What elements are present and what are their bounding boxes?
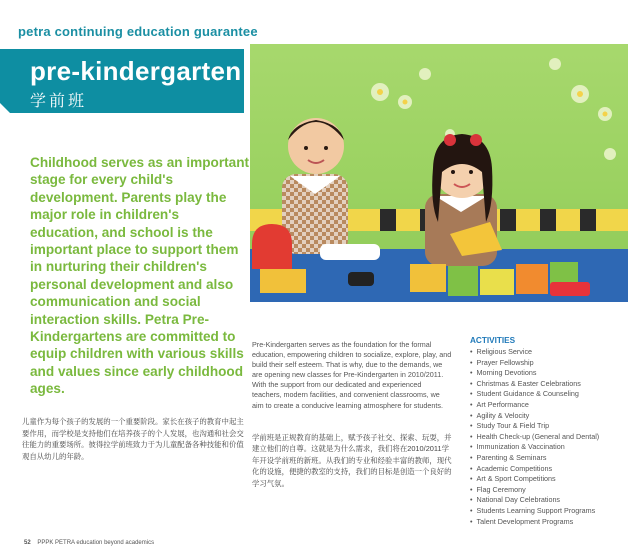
wall-flowers xyxy=(371,58,616,160)
classroom-photo-illustration xyxy=(250,44,628,302)
activity-item: • Students Learning Support Programs xyxy=(470,506,638,517)
page-title: pre-kindergarten xyxy=(30,56,242,86)
activity-item: • Parenting & Seminars xyxy=(470,453,638,464)
intro-quote-chinese: 儿童作为每个孩子的发展的一个重要阶段。家长在孩子的教育中起主要作用，而学校是支持他们在培养孩子的个人发展，也沟通和社会交往能力的重要场所。彼得拉学前班致力于为儿童配备各种技能和价值观自从幼儿的年龄。 xyxy=(22,417,244,461)
body-text-chinese: 学前班是正规教育的基础上，赋予孩子社交、探索、玩耍，并建立他们的自尊。这就是为什么需求，我们将在2010/2011学年开设学前班的新班。从我们的专业和经验丰富的教师，现代化的设施，便捷的教室的支持，我们的目标是创造一个良好的学习气氛。 xyxy=(252,433,452,488)
page-number: 52 xyxy=(24,540,31,546)
activities-section xyxy=(470,336,638,527)
activity-item: • Health Check-up (General and Dental) xyxy=(470,432,638,443)
activity-item: • Art & Sport Competitions xyxy=(470,474,638,485)
activity-item: • Religious Service xyxy=(470,347,638,358)
activity-item: • Morning Devotions xyxy=(470,368,638,379)
activity-item: • Christmas & Easter Celebrations xyxy=(470,379,638,390)
activity-item: • Student Guidance & Counseling xyxy=(470,389,638,400)
activity-item: • Prayer Fellowship xyxy=(470,358,638,369)
activity-item: • Agility & Velocity xyxy=(470,411,638,422)
activity-item: • Art Performance xyxy=(470,400,638,411)
page-footer xyxy=(24,540,154,546)
section-title: petra continuing education guarantee xyxy=(18,24,258,39)
top-bar xyxy=(0,0,640,46)
classroom-photo xyxy=(250,44,628,302)
activity-item: • Flag Ceremony xyxy=(470,485,638,496)
intro-quote: Childhood serves as an important stage for every child's development. Parents play the major role in children's education, and school is the important place to support them in nurturing their children's personal development and also communication and social interaction skills. Petra Pre-Kindergartens are committed to equip children with various skills and values since early childhood ages. xyxy=(30,155,250,397)
activity-item: • National Day Celebrations xyxy=(470,495,638,506)
activities-list xyxy=(470,347,638,527)
activity-item: • Study Tour & Field Trip xyxy=(470,421,638,432)
publication-name: PPPK PETRA education beyond academics xyxy=(37,540,155,546)
activity-item: • Academic Competitions xyxy=(470,464,638,475)
activity-item: • Immunization & Vaccination xyxy=(470,442,638,453)
page-title-chinese: 学前班 xyxy=(30,93,88,110)
activities-heading: ACTIVITIES xyxy=(470,336,516,345)
activity-item: • Talent Development Programs xyxy=(470,517,638,528)
body-text-english: Pre-Kindergarten serves as the foundation for the formal education, empowering children to socialize, explore, play, and build their self esteem. That is why, due to the demands, we are opening new classes for Pre-Kindergarten in 2010/2011. With the support from our dedicated and experienced teachers, modern facilities, and convenient classrooms, we aim to create a conducive learning atmosphere for students. xyxy=(252,340,452,410)
